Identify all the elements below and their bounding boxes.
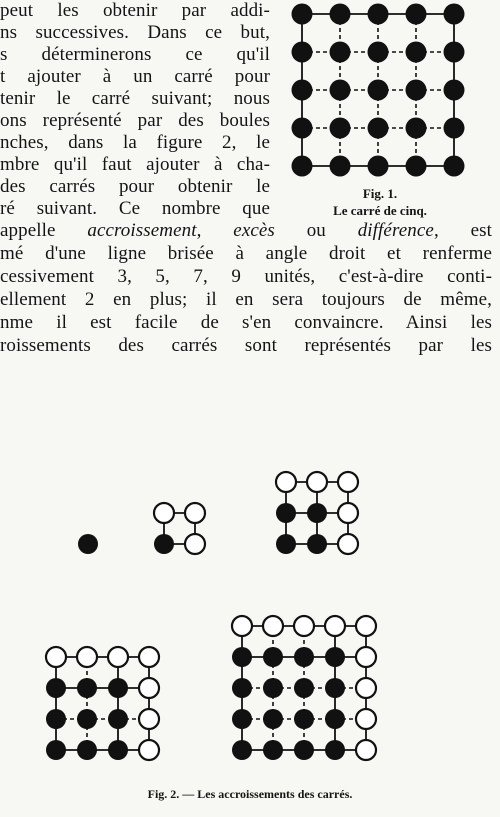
black-ball <box>406 42 427 63</box>
black-ball <box>294 740 314 760</box>
black-ball <box>406 80 427 101</box>
white-ball <box>356 709 376 729</box>
black-ball <box>232 678 252 698</box>
black-ball <box>46 678 66 698</box>
black-ball <box>276 534 296 554</box>
black-ball <box>294 709 314 729</box>
black-ball <box>276 503 296 523</box>
text-line: mé d'une ligne brisée à angle droit et renferme <box>0 243 492 264</box>
black-ball <box>154 534 174 554</box>
black-ball <box>330 80 351 101</box>
black-ball <box>325 647 345 667</box>
black-ball <box>294 678 314 698</box>
fig2-square-increments <box>0 460 500 780</box>
text-line: tenir le carré suivant; nous <box>0 88 270 109</box>
text-line: ré suivant. Ce nombre que <box>0 198 270 219</box>
black-ball <box>444 118 465 139</box>
white-ball <box>338 534 358 554</box>
black-ball <box>330 156 351 177</box>
white-ball <box>139 647 159 667</box>
black-ball <box>368 156 389 177</box>
black-ball <box>368 80 389 101</box>
black-ball <box>325 740 345 760</box>
black-ball <box>307 534 327 554</box>
black-ball <box>108 740 128 760</box>
black-ball <box>232 709 252 729</box>
black-ball <box>368 118 389 139</box>
text-line: peut les obtenir par addi- <box>0 0 270 21</box>
white-ball <box>185 503 205 523</box>
white-ball <box>185 534 205 554</box>
text-line: ons représenté par des boules <box>0 110 270 131</box>
text-line: nme il est facile de s'en convaincre. Ainsi les <box>0 312 492 333</box>
fig1-square-of-five <box>288 0 468 180</box>
text-line: nches, dans la figure 2, le <box>0 132 270 153</box>
white-ball <box>263 616 283 636</box>
black-ball <box>368 42 389 63</box>
black-ball <box>263 678 283 698</box>
black-ball <box>444 80 465 101</box>
white-ball <box>77 647 97 667</box>
white-ball <box>139 740 159 760</box>
text-line: appelle accroissement, excès ou différence, est <box>0 220 492 241</box>
black-ball <box>232 647 252 667</box>
black-ball <box>263 740 283 760</box>
white-ball <box>356 616 376 636</box>
white-ball <box>338 503 358 523</box>
white-ball <box>356 647 376 667</box>
text-line: ellement 2 en plus; il en sera toujours de même, <box>0 289 492 310</box>
black-ball <box>330 42 351 63</box>
black-ball <box>292 156 313 177</box>
white-ball <box>108 647 128 667</box>
black-ball <box>77 678 97 698</box>
text-line: des carrés pour obtenir le <box>0 176 270 197</box>
black-ball <box>330 4 351 25</box>
black-ball <box>325 709 345 729</box>
black-ball <box>406 118 427 139</box>
white-ball <box>325 616 345 636</box>
black-ball <box>77 709 97 729</box>
white-ball <box>276 472 296 492</box>
black-ball <box>444 156 465 177</box>
black-ball <box>444 4 465 25</box>
white-ball <box>307 472 327 492</box>
black-ball <box>77 740 97 760</box>
black-ball <box>263 647 283 667</box>
black-ball <box>406 4 427 25</box>
black-ball <box>46 709 66 729</box>
white-ball <box>356 740 376 760</box>
black-ball <box>325 678 345 698</box>
black-ball <box>108 709 128 729</box>
black-ball <box>263 709 283 729</box>
fig1-caption: Le carré de cinq. <box>333 203 427 218</box>
black-ball <box>292 42 313 63</box>
black-ball <box>108 678 128 698</box>
black-ball <box>444 42 465 63</box>
black-ball <box>294 647 314 667</box>
white-ball <box>338 472 358 492</box>
black-ball <box>307 503 327 523</box>
white-ball <box>139 678 159 698</box>
white-ball <box>232 616 252 636</box>
black-ball <box>46 740 66 760</box>
black-ball <box>330 118 351 139</box>
fig2-caption: Fig. 2. — Les accroissements des carrés. <box>147 787 353 801</box>
black-ball <box>292 118 313 139</box>
fig1-label: Fig. 1. <box>362 186 398 201</box>
white-ball <box>294 616 314 636</box>
white-ball <box>139 709 159 729</box>
text-line: cessivement 3, 5, 7, 9 unités, c'est-à-dire conti- <box>0 266 492 287</box>
black-ball <box>292 80 313 101</box>
white-ball <box>154 503 174 523</box>
text-line: mbre qu'il faut ajouter à cha- <box>0 154 270 175</box>
white-ball <box>46 647 66 667</box>
text-line: ns successives. Dans ce but, <box>0 22 270 43</box>
text-line: s déterminerons ce qu'il <box>0 44 270 65</box>
text-line: t ajouter à un carré pour <box>0 66 270 87</box>
white-ball <box>356 678 376 698</box>
black-ball <box>78 534 98 554</box>
black-ball <box>406 156 427 177</box>
black-ball <box>292 4 313 25</box>
black-ball <box>232 740 252 760</box>
black-ball <box>368 4 389 25</box>
text-line: roissements des carrés sont représentés par les <box>0 335 492 356</box>
